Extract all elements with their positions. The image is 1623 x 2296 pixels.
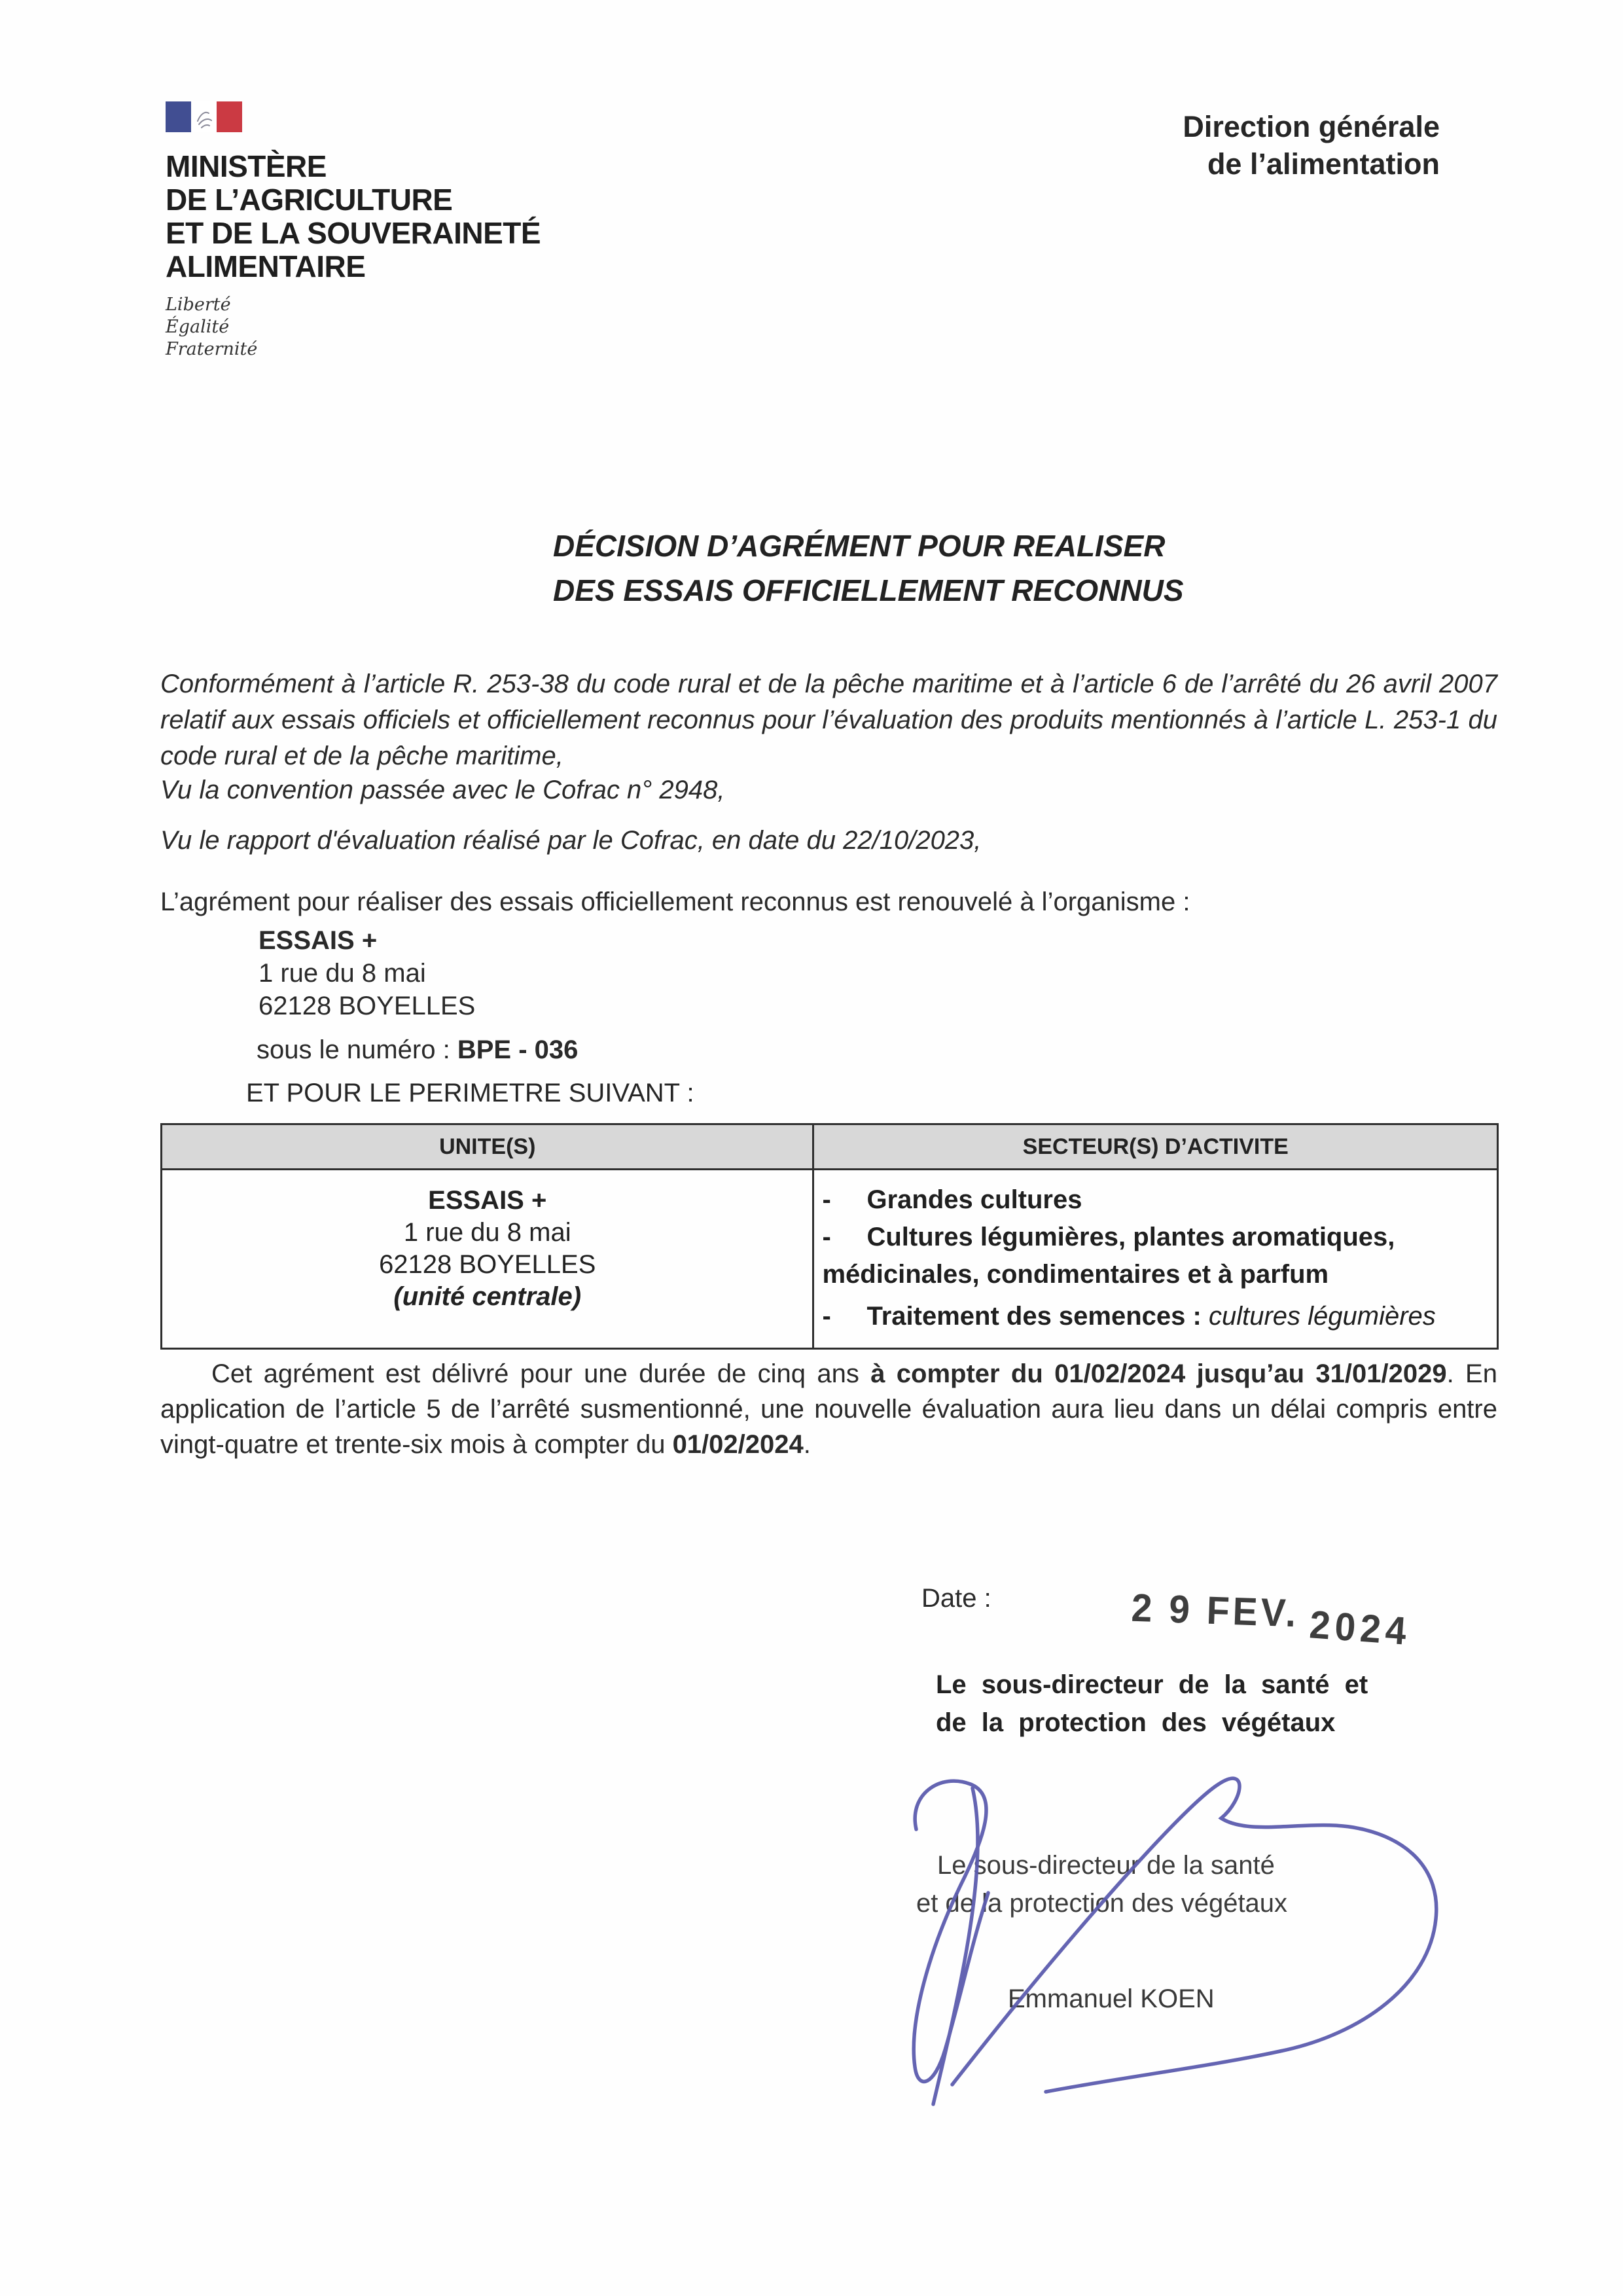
flag-blue-stripe xyxy=(166,101,191,132)
ministry-motto xyxy=(166,294,541,361)
document-title-line: DÉCISION D’AGRÉMENT POUR REALISER xyxy=(553,529,1166,563)
table-header-row xyxy=(162,1124,1498,1170)
signature-caption-line2: et de la protection des végétaux xyxy=(916,1889,1288,1918)
paragraph-vu-convention: Vu la convention passée avec le Cofrac n° 2948, xyxy=(160,776,725,804)
sector-line-continuation xyxy=(822,1258,1488,1291)
ministry-name-line: MINISTÈRE xyxy=(166,149,327,183)
motto-line: Fraternité xyxy=(166,339,258,359)
numero-line xyxy=(257,1035,578,1065)
ministry-name xyxy=(166,150,541,283)
paragraph-conformement: Conformément à l’article R. 253-38 du code rural et de la pêche maritime et à l’article 6 de l’arrêté du 26 avril 2007 relatif aux essais officiels et officiellement reconnus pour l’évaluation des produits mentionnés à l’article L. 253-1 du code rural et de la pêche maritime, xyxy=(160,670,1497,770)
direction-generale-header xyxy=(1183,108,1440,183)
signatory-title xyxy=(936,1666,1459,1742)
paragraph-vu-rapport: Vu le rapport d'évaluation réalisé par le Cofrac, en date du 22/10/2023, xyxy=(160,826,982,855)
handwritten-signature-ink xyxy=(812,1754,1466,2121)
bullet-dash: - xyxy=(822,1185,831,1214)
signature-stroke xyxy=(952,1778,1436,2092)
ministry-logo-block xyxy=(166,101,541,361)
unit-address1: 1 rue du 8 mai xyxy=(403,1218,571,1247)
validity-text: Cet agrément est délivré pour une durée de cinq ans xyxy=(211,1359,871,1388)
sector-cell xyxy=(813,1170,1498,1349)
perimetre-table xyxy=(160,1123,1499,1350)
document-title xyxy=(553,524,1184,613)
sector-text: Traitement des semences : xyxy=(866,1302,1209,1331)
flag-white-stripe xyxy=(191,101,217,132)
validity-dates-bold: à compter du 01/02/2024 jusqu’au 31/01/2029 xyxy=(870,1359,1447,1388)
signature-stroke xyxy=(933,1788,978,2104)
sector-text: Cultures légumières, plantes aromatiques, xyxy=(866,1223,1395,1251)
organisme-block xyxy=(259,924,475,1022)
document-title-line: DES ESSAIS OFFICIELLEMENT RECONNUS xyxy=(553,573,1184,607)
signatory-title-line: de la protection des végétaux xyxy=(936,1708,1336,1737)
organisme-name: ESSAIS + xyxy=(259,926,378,955)
bullet-dash: - xyxy=(822,1223,831,1251)
flag-red-stripe xyxy=(217,101,242,132)
french-flag xyxy=(166,101,242,132)
sector-line xyxy=(822,1183,1488,1216)
sector-line xyxy=(822,1221,1488,1253)
table-header-secteurs: SECTEUR(S) D’ACTIVITE xyxy=(813,1124,1498,1170)
direction-line: Direction générale xyxy=(1183,110,1440,143)
signatory-title-line: Le sous-directeur de la santé et xyxy=(936,1670,1368,1699)
sector-text-italic: cultures légumières xyxy=(1208,1302,1436,1331)
sector-text: Grandes cultures xyxy=(866,1185,1082,1214)
validity-text: . En application de l’article 5 de l’arrêté susmentionné, une nouvelle évaluation aura lieu dans un délai compris entre vingt-quatre et trente-six mois à compter du xyxy=(160,1359,1497,1459)
date-label: Date : xyxy=(921,1584,991,1613)
unit-address2: 62128 BOYELLES xyxy=(379,1250,596,1279)
numero-label: sous le numéro : xyxy=(257,1035,457,1064)
paragraph-agrement-intro: L’agrément pour réaliser des essais officiellement reconnus est renouvelé à l’organisme : xyxy=(160,888,1190,916)
table-header-unites: UNITE(S) xyxy=(162,1124,813,1170)
sector-line xyxy=(822,1300,1488,1333)
table-body-row xyxy=(162,1170,1498,1349)
sector-text: médicinales, condimentaires et à parfum xyxy=(822,1260,1329,1289)
signature-caption-line1: Le sous-directeur de la santé xyxy=(937,1851,1275,1880)
perimetre-heading: ET POUR LE PERIMETRE SUIVANT : xyxy=(246,1079,694,1107)
direction-line: de l’alimentation xyxy=(1207,147,1440,181)
date-stamp xyxy=(1130,1585,1412,1654)
stamp-year: 2024 xyxy=(1308,1602,1412,1654)
unit-note: (unité centrale) xyxy=(393,1282,582,1311)
unit-name: ESSAIS + xyxy=(428,1186,547,1215)
unit-cell xyxy=(162,1170,813,1349)
signatory-name: Emmanuel KOEN xyxy=(1008,1984,1215,2013)
stamp-day-month: 2 9 FEV. xyxy=(1130,1586,1300,1636)
signature-stroke xyxy=(914,1781,988,2081)
validity-date-bold: 01/02/2024 xyxy=(672,1430,804,1459)
organisme-address-line1: 1 rue du 8 mai xyxy=(259,959,426,988)
marianne-mark-icon xyxy=(191,101,217,132)
motto-line: Égalité xyxy=(166,317,230,337)
validity-paragraph xyxy=(160,1356,1497,1462)
organisme-address-line2: 62128 BOYELLES xyxy=(259,992,476,1020)
ministry-name-line: ALIMENTAIRE xyxy=(166,249,366,283)
bullet-dash: - xyxy=(822,1302,831,1331)
motto-line: Liberté xyxy=(166,295,231,315)
validity-text: . xyxy=(803,1430,811,1459)
ministry-name-line: ET DE LA SOUVERAINETÉ xyxy=(166,216,541,250)
numero-value: BPE - 036 xyxy=(457,1035,579,1064)
ministry-name-line: DE L’AGRICULTURE xyxy=(166,183,453,217)
